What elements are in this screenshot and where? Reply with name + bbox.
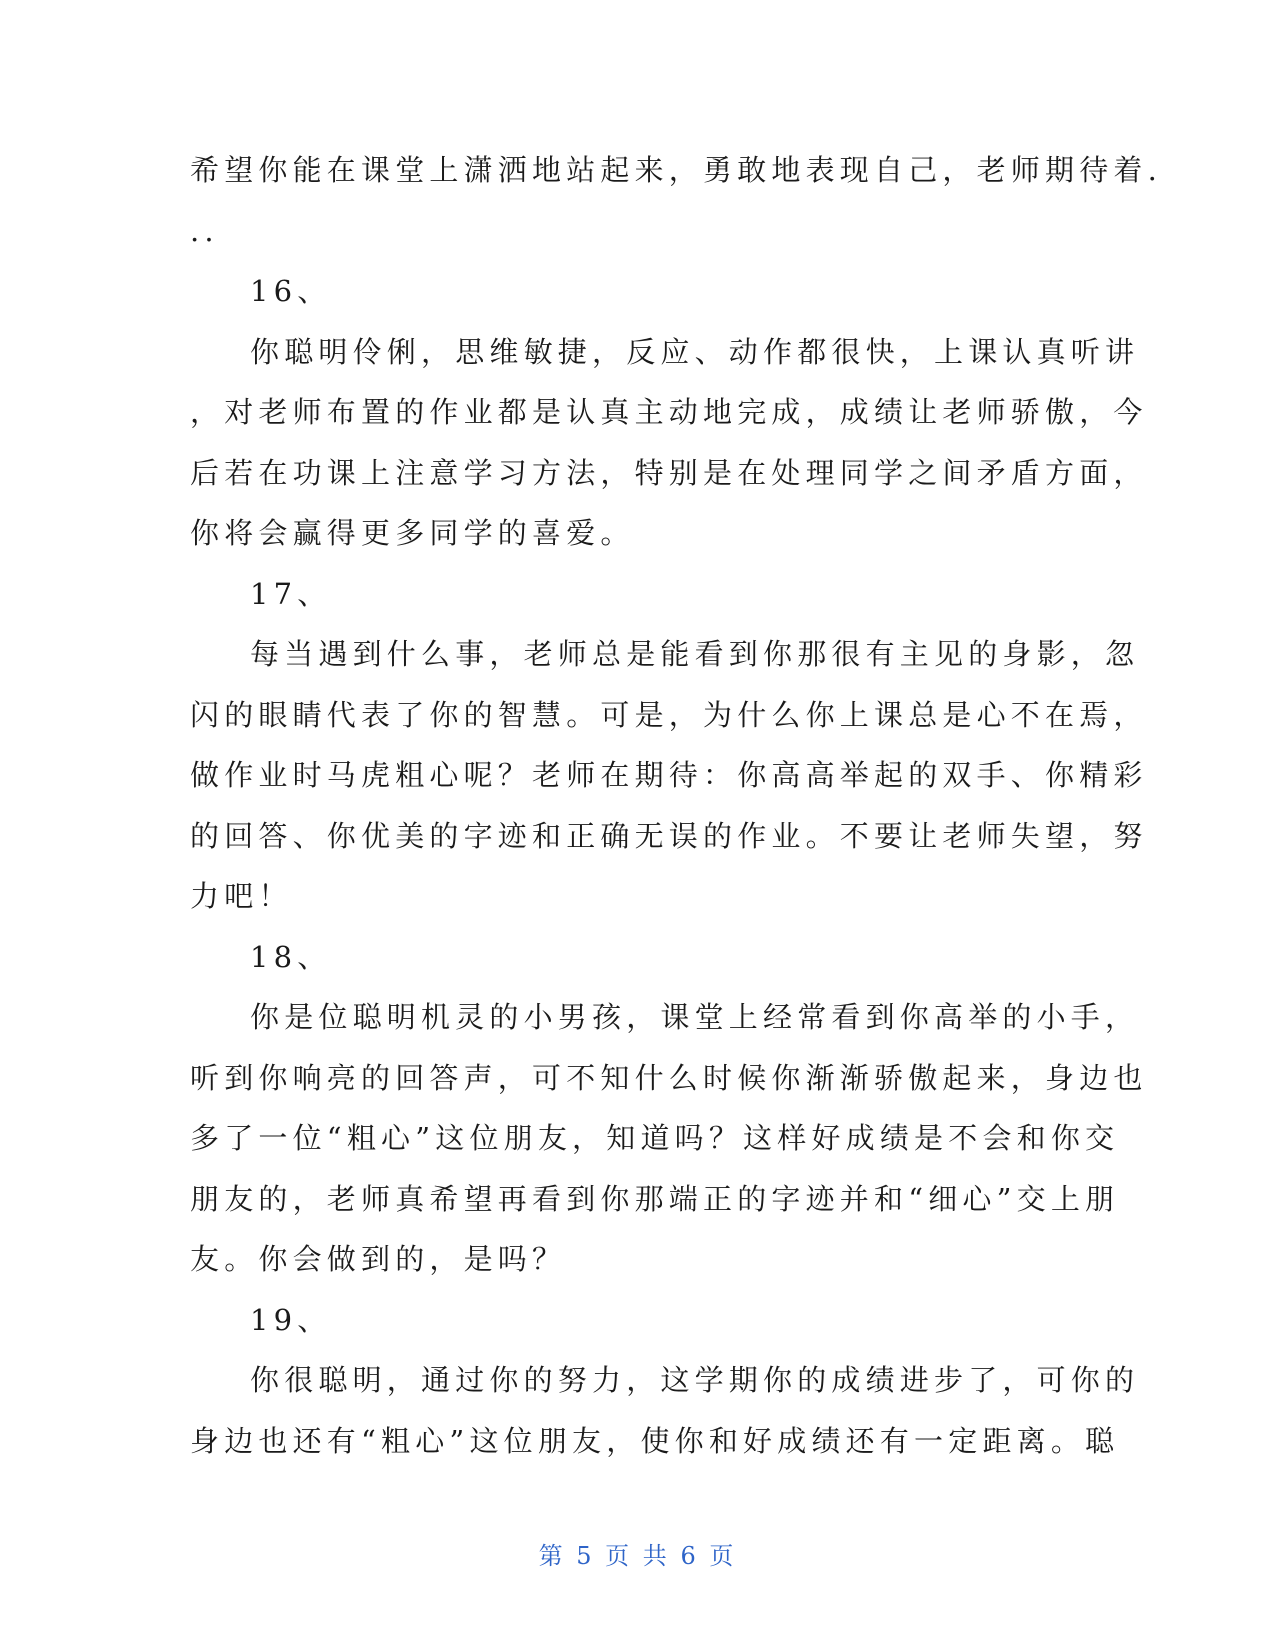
text-line: 每当遇到什么事，老师总是能看到你那很有主见的身影，忽 <box>250 637 1140 671</box>
text-line: 你聪明伶俐，思维敏捷，反应、动作都很快，上课认真听讲 <box>250 334 1140 369</box>
text-line: .. <box>190 213 219 248</box>
text-line: 力吧！ <box>190 879 293 913</box>
text-line: 身边也还有“粗心”这位朋友，使你和好成绩还有一定距离。聪 <box>190 1423 1120 1458</box>
entry-number: 18、 <box>250 939 332 974</box>
text-line: 听到你响亮的回答声，可不知什么时候你渐渐骄傲起来，身边也 <box>190 1060 1148 1095</box>
text-line: 朋友的，老师真希望再看到你那端正的字迹并和“细心”交上朋 <box>190 1181 1120 1216</box>
text-line: 希望你能在课堂上潇洒地站起来，勇敢地表现自己，老师期待着. <box>190 153 1163 187</box>
text-line: 做作业时马虎粗心呢？老师在期待：你高高举起的双手、你精彩 <box>190 758 1148 792</box>
text-line: 多了一位“粗心”这位朋友，知道吗？这样好成绩是不会和你交 <box>190 1121 1120 1155</box>
entry-number: 17、 <box>250 576 332 611</box>
text-line: 的回答、你优美的字迹和正确无误的作业。不要让老师失望，努 <box>190 818 1148 853</box>
text-line: 你将会赢得更多同学的喜爱。 <box>190 516 635 550</box>
entry-number: 16、 <box>250 274 332 308</box>
text-line: 你很聪明，通过你的努力，这学期你的成绩进步了，可你的 <box>250 1363 1140 1397</box>
page-number-footer: 第 5 页 共 6 页 <box>538 1542 737 1570</box>
entry-number: 19、 <box>250 1302 332 1337</box>
text-line: 你是位聪明机灵的小男孩，课堂上经常看到你高举的小手， <box>250 1000 1140 1034</box>
text-line: 闪的眼睛代表了你的智慧。可是，为什么你上课总是心不在焉， <box>190 697 1148 732</box>
text-line: 后若在功课上注意学习方法，特别是在处理同学之间矛盾方面， <box>190 455 1148 490</box>
document-body <box>190 140 1163 1471</box>
text-line: ，对老师布置的作业都是认真主动地完成，成绩让老师骄傲，今 <box>190 395 1148 429</box>
text-line: 友。你会做到的，是吗？ <box>190 1242 567 1276</box>
